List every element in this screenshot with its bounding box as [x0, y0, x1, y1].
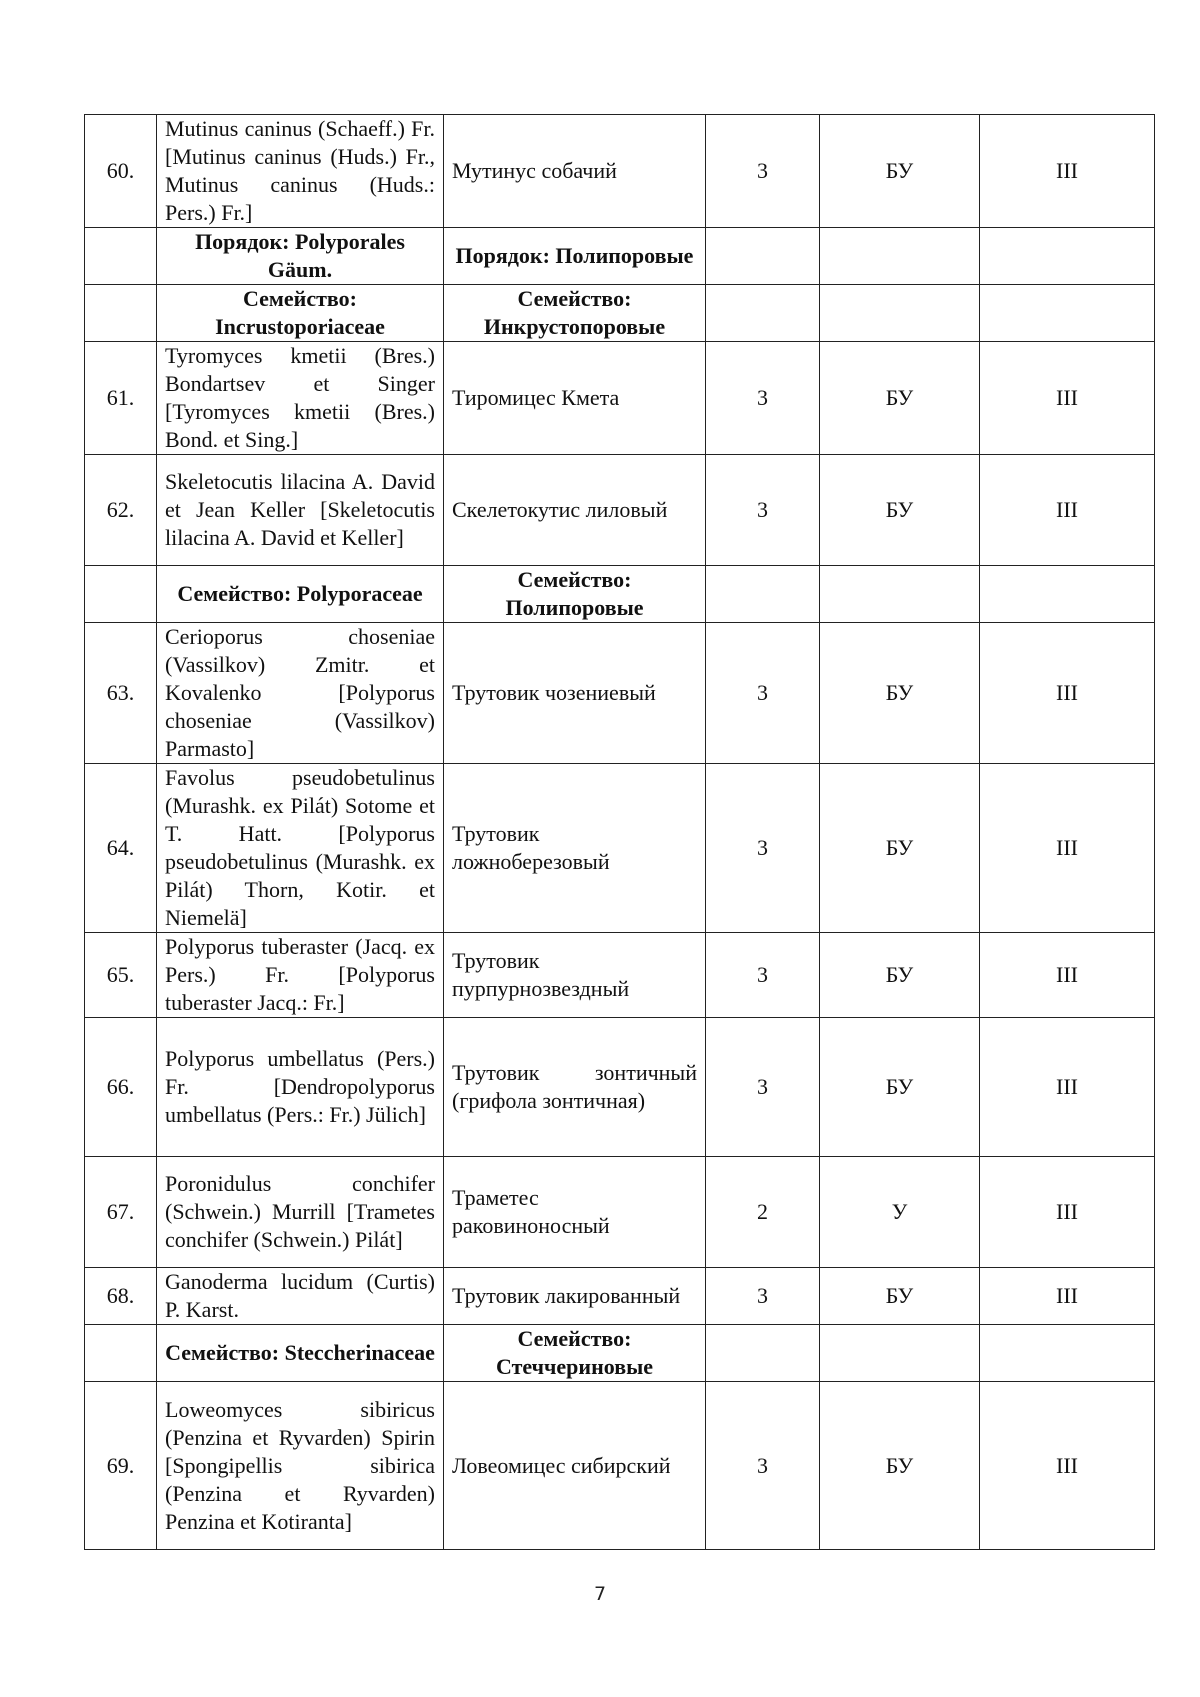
empty-cell	[820, 566, 980, 623]
rarity-category: 3	[706, 1382, 820, 1550]
status-code: БУ	[820, 342, 980, 455]
empty-cell	[706, 285, 820, 342]
empty-cell	[85, 285, 157, 342]
rarity-category: 3	[706, 1018, 820, 1157]
latin-name: Tyromyces kmetii (Bres.) Bondartsev et Singer [Tyromyces kmetii (Bres.) Bond. et Sing.]	[157, 342, 444, 455]
rarity-category: 3	[706, 764, 820, 933]
table-row	[85, 115, 1155, 228]
taxon-header-row	[85, 566, 1155, 623]
empty-cell	[820, 1325, 980, 1382]
russian-name: Трутовик ложноберезовый	[444, 764, 706, 933]
row-number: 67.	[85, 1157, 157, 1268]
table-row	[85, 342, 1155, 455]
table-row	[85, 933, 1155, 1018]
monitoring-class: III	[980, 1157, 1155, 1268]
status-code: БУ	[820, 455, 980, 566]
row-number: 66.	[85, 1018, 157, 1157]
latin-name: Polyporus umbellatus (Pers.) Fr. [Dendropolyporus umbellatus (Pers.: Fr.) Jülich]	[157, 1018, 444, 1157]
rarity-category: 3	[706, 115, 820, 228]
table-row	[85, 1268, 1155, 1325]
monitoring-class: III	[980, 115, 1155, 228]
row-number: 64.	[85, 764, 157, 933]
status-code: БУ	[820, 623, 980, 764]
russian-taxon-header: Семейство: Инкрустопоровые	[444, 285, 706, 342]
russian-taxon-header: Порядок: Полипоровые	[444, 228, 706, 285]
status-code: БУ	[820, 1268, 980, 1325]
latin-name: Loweomyces sibiricus (Penzina et Ryvarden) Spirin [Spongipellis sibirica (Penzina et Ryvarden) Penzina et Kotiranta]	[157, 1382, 444, 1550]
empty-cell	[85, 566, 157, 623]
latin-name: Ganoderma lucidum (Curtis) P. Karst.	[157, 1268, 444, 1325]
latin-taxon-header: Семейство: Polyporaceae	[157, 566, 444, 623]
species-table	[84, 114, 1155, 1550]
monitoring-class: III	[980, 623, 1155, 764]
status-code: БУ	[820, 933, 980, 1018]
latin-name: Skeletocutis lilacina A. David et Jean Keller [Skeletocutis lilacina A. David et Keller]	[157, 455, 444, 566]
status-code: У	[820, 1157, 980, 1268]
russian-name: Тиромицес Кмета	[444, 342, 706, 455]
table-row	[85, 623, 1155, 764]
monitoring-class: III	[980, 764, 1155, 933]
rarity-category: 2	[706, 1157, 820, 1268]
monitoring-class: III	[980, 1018, 1155, 1157]
table-row	[85, 1382, 1155, 1550]
row-number: 61.	[85, 342, 157, 455]
russian-taxon-header: Семейство: Стеччериновые	[444, 1325, 706, 1382]
russian-name: Трутовик пурпурнозвездный	[444, 933, 706, 1018]
status-code: БУ	[820, 764, 980, 933]
russian-name: Траметес раковиноносный	[444, 1157, 706, 1268]
russian-name: Трутовик чозениевый	[444, 623, 706, 764]
row-number: 69.	[85, 1382, 157, 1550]
latin-taxon-header: Семейство: Incrustoporiaceae	[157, 285, 444, 342]
russian-name: Трутовик зонтичный (грифола зонтичная)	[444, 1018, 706, 1157]
rarity-category: 3	[706, 623, 820, 764]
row-number: 65.	[85, 933, 157, 1018]
empty-cell	[85, 1325, 157, 1382]
latin-name: Favolus pseudobetulinus (Murashk. ex Pilát) Sotome et T. Hatt. [Polyporus pseudobetulinus (Murashk. ex Pilát) Thorn, Kotir. et Niemelä]	[157, 764, 444, 933]
table-row	[85, 764, 1155, 933]
page-number: 7	[593, 1583, 607, 1605]
russian-name: Скелетокутис лиловый	[444, 455, 706, 566]
latin-taxon-header: Порядок: Polyporales Gäum.	[157, 228, 444, 285]
status-code: БУ	[820, 1382, 980, 1550]
empty-cell	[706, 1325, 820, 1382]
rarity-category: 3	[706, 455, 820, 566]
status-code: БУ	[820, 115, 980, 228]
taxon-header-row	[85, 285, 1155, 342]
rarity-category: 3	[706, 933, 820, 1018]
rarity-category: 3	[706, 342, 820, 455]
table-row	[85, 1018, 1155, 1157]
empty-cell	[820, 285, 980, 342]
rarity-category: 3	[706, 1268, 820, 1325]
latin-name: Mutinus caninus (Schaeff.) Fr. [Mutinus caninus (Huds.) Fr., Mutinus caninus (Huds.: Pers.) Fr.]	[157, 115, 444, 228]
russian-name: Мутинус собачий	[444, 115, 706, 228]
row-number: 63.	[85, 623, 157, 764]
empty-cell	[980, 566, 1155, 623]
monitoring-class: III	[980, 933, 1155, 1018]
monitoring-class: III	[980, 1268, 1155, 1325]
empty-cell	[980, 228, 1155, 285]
empty-cell	[85, 228, 157, 285]
empty-cell	[980, 1325, 1155, 1382]
latin-name: Polyporus tuberaster (Jacq. ex Pers.) Fr. [Polyporus tuberaster Jacq.: Fr.]	[157, 933, 444, 1018]
empty-cell	[820, 228, 980, 285]
empty-cell	[980, 285, 1155, 342]
latin-name: Cerioporus choseniae (Vassilkov) Zmitr. et Kovalenko [Polyporus choseniae (Vassilkov) Parmasto]	[157, 623, 444, 764]
row-number: 62.	[85, 455, 157, 566]
taxon-header-row	[85, 228, 1155, 285]
monitoring-class: III	[980, 342, 1155, 455]
russian-taxon-header: Семейство: Полипоровые	[444, 566, 706, 623]
latin-name: Poronidulus conchifer (Schwein.) Murrill [Trametes conchifer (Schwein.) Pilát]	[157, 1157, 444, 1268]
latin-taxon-header: Семейство: Steccherinaceae	[157, 1325, 444, 1382]
row-number: 60.	[85, 115, 157, 228]
russian-name: Ловеомицес сибирский	[444, 1382, 706, 1550]
row-number: 68.	[85, 1268, 157, 1325]
russian-name: Трутовик лакированный	[444, 1268, 706, 1325]
monitoring-class: III	[980, 1382, 1155, 1550]
table-row	[85, 455, 1155, 566]
table-row	[85, 1157, 1155, 1268]
empty-cell	[706, 228, 820, 285]
monitoring-class: III	[980, 455, 1155, 566]
status-code: БУ	[820, 1018, 980, 1157]
empty-cell	[706, 566, 820, 623]
taxon-header-row	[85, 1325, 1155, 1382]
